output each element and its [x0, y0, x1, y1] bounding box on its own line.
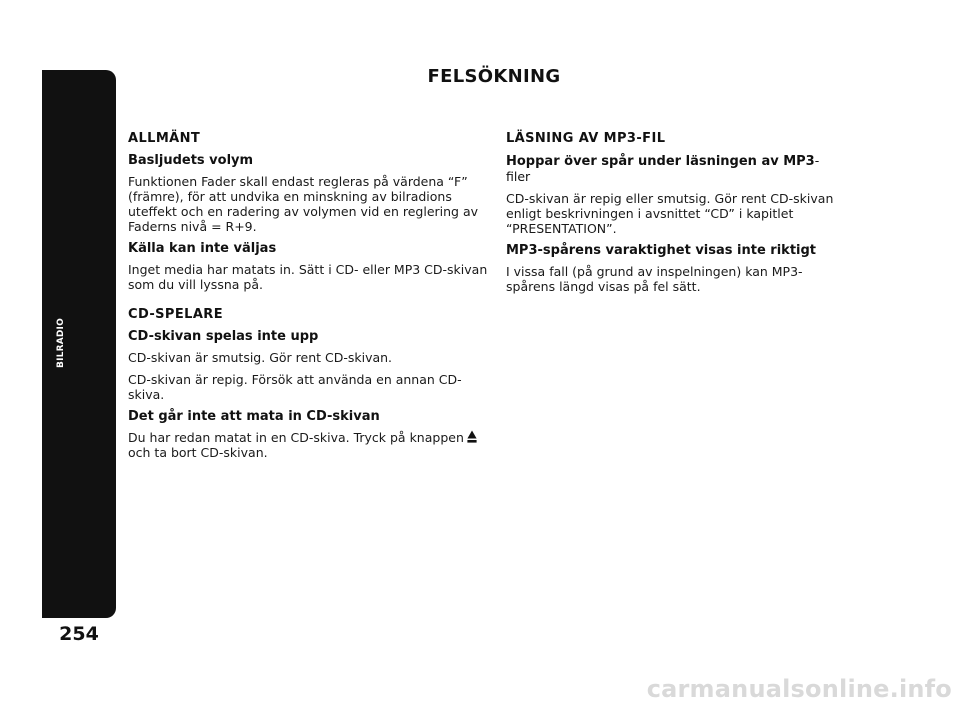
left-column [128, 131, 490, 467]
page-number: 254 [59, 623, 99, 645]
chapter-side-tab [42, 70, 116, 618]
paragraph-source-select: Inget media har matats in. Sätt i CD- eller MP3 CD-skivan som du vill lyssna på. [128, 262, 488, 292]
chapter-label: BILRADIO [56, 318, 66, 368]
text-before-icon: Du har redan matat in en CD-skiva. Tryck på knappen [128, 430, 464, 445]
subheading-mp3-skips-text: Hoppar över spår under läsningen av MP3 [506, 154, 815, 169]
subheading-mp3-skips-suffix: -filer [506, 153, 820, 184]
eject-icon [467, 430, 477, 443]
paragraph-cd-scratched: CD-skivan är repig. Försök att använda en annan CD-skiva. [128, 372, 462, 402]
subheading-cannot-insert: Det går inte att mata in CD-skivan [128, 409, 380, 424]
paragraph-mp3-duration: I vissa fall (på grund av inspelningen) kan MP3-spårens längd visas på fel sätt. [506, 264, 803, 294]
section-title-general: ALLMÄNT [128, 131, 201, 146]
subheading-cd-not-playing: CD-skivan spelas inte upp [128, 329, 319, 344]
subheading-bass-volume: Basljudets volym [128, 153, 254, 168]
section-title-mp3: LÄSNING AV MP3-FIL [506, 131, 666, 146]
paragraph-mp3-skips: CD-skivan är repig eller smutsig. Gör rent CD-skivan enligt beskrivningen i avsnittet “CD” i kapitlet “PRESENTATION”. [506, 191, 834, 236]
section-title-cd-player: CD-SPELARE [128, 307, 223, 322]
text-after-icon: och ta bort CD-skivan. [128, 445, 268, 460]
paragraph-bass-volume: Funktionen Fader skall endast regleras på värdena “F” (främre), för att undvika en minskning av bilradions uteffekt och en radering av volymen vid en reglering av Faderns nivå = R+9. [128, 174, 479, 234]
subheading-mp3-skips [506, 153, 836, 185]
watermark: carmanualsonline.info [646, 675, 952, 703]
right-column [506, 131, 836, 301]
subheading-mp3-duration: MP3-spårens varaktighet visas inte riktigt [506, 243, 817, 258]
subheading-source-select: Källa kan inte väljas [128, 241, 277, 256]
paragraph-cd-dirty: CD-skivan är smutsig. Gör rent CD-skivan. [128, 350, 393, 365]
page-title: FELSÖKNING [427, 66, 561, 87]
paragraph-cannot-insert [128, 430, 490, 460]
